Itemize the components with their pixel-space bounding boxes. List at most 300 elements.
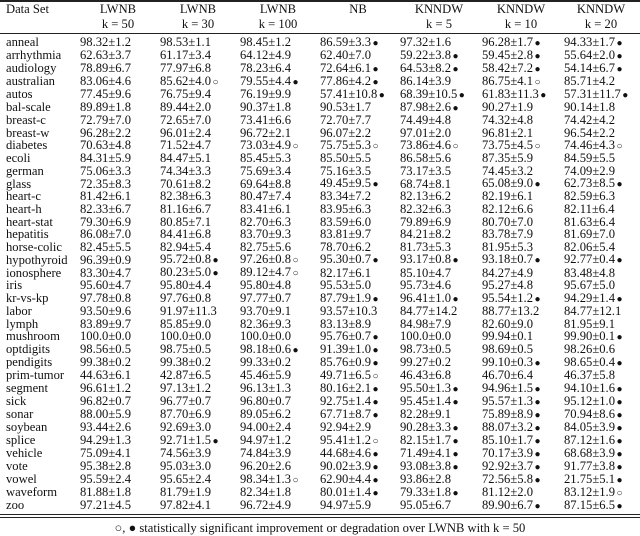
accuracy-value: 71.49±4.1 [400,446,451,461]
dataset-name: arrhythmia [6,48,62,63]
improvement-marker-icon: ○ [292,268,299,280]
header-row [0,2,640,17]
accuracy-value: 73.86±4.6 [400,138,451,153]
improvement-marker-icon: ○ [292,475,299,487]
accuracy-value: 74.09±2.9 [564,163,615,178]
accuracy-value: 89.12±4.7 [240,265,291,280]
dataset-name: heart-c [6,189,41,204]
dataset-name: vowel [6,472,37,487]
accuracy-value: 74.42±4.2 [564,113,615,127]
accuracy-cell [158,499,238,512]
accuracy-value: 83.95±6.3 [320,201,371,216]
accuracy-value: 83.41±6.1 [240,201,291,216]
accuracy-value: 78.70±6.2 [320,239,371,254]
degradation-marker-icon: ● [452,449,459,461]
accuracy-cell [158,279,238,292]
accuracy-value: 79.55±4.4 [240,74,291,88]
accuracy-cell [78,88,158,101]
dataset-name: australian [6,74,55,89]
accuracy-value: 96.28±1.7 [482,35,533,49]
degradation-marker-icon: ● [616,358,623,370]
accuracy-value: 75.16±3.5 [320,163,371,178]
dataset-name: autos [6,87,33,102]
degradation-marker-icon: ● [452,103,459,114]
accuracy-value: 82.12±6.6 [482,201,533,216]
accuracy-value: 91.39±1.0 [320,342,371,357]
accuracy-value: 84.05±3.9 [564,420,615,435]
accuracy-value: 93.57±10.3 [320,303,378,318]
accuracy-value: 93.50±9.6 [80,303,131,318]
accuracy-value: 92.69±3.0 [160,420,211,435]
dataset-name: breast-c [6,113,46,127]
accuracy-value: 62.40±7.0 [320,48,371,63]
accuracy-value: 82.36±9.3 [240,316,291,331]
accuracy-cell [238,165,318,178]
degradation-marker-icon: ● [616,462,623,474]
degradation-marker-icon: ● [452,436,459,448]
degradation-marker-icon: ● [372,332,379,344]
accuracy-value: 93.70±9.1 [240,303,291,318]
accuracy-value: 100.0±0.0 [400,329,451,344]
accuracy-value: 97.76±0.8 [160,291,211,306]
accuracy-cell [78,382,158,395]
accuracy-value: 100.0±0.0 [80,329,131,344]
accuracy-value: 98.32±1.2 [80,35,131,50]
accuracy-value: 74.46±4.3 [564,138,615,153]
degradation-marker-icon: ● [378,90,385,101]
accuracy-value: 81.95±5.3 [482,239,533,254]
column-header-param: k = 5 [426,17,452,31]
accuracy-value: 85.50±5.5 [320,151,371,166]
accuracy-value: 89.89±1.8 [80,100,131,115]
header-param-row [0,17,640,32]
degradation-marker-icon: ● [452,384,459,396]
degradation-marker-icon: ● [452,423,459,435]
dataset-name: diabetes [6,138,48,153]
accuracy-value: 70.94±8.6 [564,407,615,422]
accuracy-cell [398,343,480,356]
accuracy-value: 72.64±6.1 [320,61,371,75]
accuracy-value: 98.73±0.5 [400,342,451,357]
accuracy-value: 83.12±1.9 [564,485,615,500]
degradation-marker-icon: ● [452,462,459,474]
dataset-name: horse-colic [6,239,62,254]
accuracy-value: 44.68±4.6 [320,446,371,461]
accuracy-value: 100.0±0.0 [240,329,291,344]
improvement-marker-icon: ○ [534,77,541,88]
degradation-marker-icon: ● [372,64,379,75]
accuracy-cell [398,62,480,75]
degradation-marker-icon: ● [452,51,459,62]
accuracy-value: 94.97±1.2 [240,433,291,448]
accuracy-value: 75.89±8.9 [482,407,533,422]
accuracy-cell [238,356,318,369]
accuracy-cell [562,499,640,512]
accuracy-value: 68.39±10.5 [400,87,458,101]
accuracy-cell [562,253,640,266]
accuracy-value: 75.69±3.4 [240,163,291,178]
accuracy-cell [78,165,158,178]
accuracy-value: 74.32±4.8 [482,113,533,127]
accuracy-value: 45.46±5.9 [240,368,291,383]
degradation-marker-icon: ● [452,255,459,267]
accuracy-value: 73.41±6.6 [240,113,291,127]
accuracy-value: 99.10±0.3 [482,355,533,370]
accuracy-value: 93.86±2.8 [400,472,451,487]
accuracy-value: 96.07±2.2 [320,125,371,140]
accuracy-value: 97.21±4.5 [80,498,131,513]
dataset-name: hepatitis [6,227,49,242]
accuracy-value: 97.26±0.8 [240,252,291,267]
accuracy-value: 95.60±4.7 [80,278,131,293]
accuracy-value: 95.50±1.3 [400,381,451,396]
improvement-marker-icon: ○ [372,141,379,153]
dataset-name: german [6,163,44,178]
accuracy-cell [318,408,398,421]
accuracy-value: 92.71±1.5 [160,433,211,448]
accuracy-value: 95.72±0.8 [160,252,211,267]
degradation-marker-icon: ● [372,179,379,191]
dataset-name: vote [6,459,28,474]
accuracy-value: 98.65±0.4 [564,355,615,370]
degradation-marker-icon: ● [372,475,379,487]
accuracy-value: 99.27±0.2 [400,355,451,370]
accuracy-value: 95.53±5.0 [320,278,371,293]
accuracy-value: 82.06±5.4 [564,239,615,254]
accuracy-value: 87.15±6.5 [564,498,615,513]
accuracy-value: 85.10±4.7 [400,265,451,280]
accuracy-cell [78,408,158,421]
degradation-marker-icon: ● [616,255,623,267]
accuracy-value: 97.77±0.7 [240,291,291,306]
accuracy-cell [158,382,238,395]
accuracy-value: 72.56±5.8 [482,472,533,487]
column-header-method: LWNB [259,2,297,16]
accuracy-value: 72.35±8.3 [80,176,131,191]
accuracy-cell [78,421,158,434]
accuracy-cell [78,49,158,62]
accuracy-value: 94.33±1.7 [564,35,615,49]
accuracy-cell [238,382,318,395]
accuracy-value: 92.77±0.4 [564,252,615,267]
accuracy-value: 91.77±3.8 [564,459,615,474]
accuracy-value: 95.41±1.2 [320,433,371,448]
accuracy-value: 72.70±7.7 [320,113,371,127]
accuracy-cell [562,356,640,369]
accuracy-value: 91.97±11.3 [160,303,217,318]
accuracy-value: 83.34±7.2 [320,189,371,204]
accuracy-value: 99.33±0.2 [240,355,291,370]
accuracy-cell [398,318,480,331]
accuracy-cell [398,356,480,369]
accuracy-value: 49.71±6.5 [320,368,371,383]
accuracy-cell [78,499,158,512]
degradation-marker-icon: ● [534,358,541,370]
accuracy-cell [480,356,562,369]
accuracy-value: 62.90±4.4 [320,472,371,487]
degradation-marker-icon: ● [534,410,541,422]
accuracy-cell [238,499,318,512]
results-table-body [0,36,640,512]
accuracy-value: 82.59±6.3 [564,189,615,204]
accuracy-value: 83.70±9.3 [240,227,291,242]
accuracy-cell [158,369,238,382]
accuracy-value: 98.56±0.5 [80,342,131,357]
accuracy-value: 94.97±5.9 [320,498,371,513]
accuracy-value: 84.77±12.1 [564,303,622,318]
column-header-method: NB [349,2,367,16]
dataset-name: breast-w [6,125,50,140]
column-header-param: k = 100 [258,17,298,31]
degradation-marker-icon: ● [372,345,379,357]
dataset-name: vehicle [6,446,43,461]
accuracy-value: 84.47±5.1 [160,151,211,166]
accuracy-cell [158,447,238,460]
degradation-marker-icon: ● [372,462,379,474]
accuracy-value: 96.81±2.1 [482,125,533,140]
accuracy-value: 82.33±6.7 [80,201,131,216]
accuracy-value: 81.69±7.0 [564,227,615,242]
accuracy-cell [398,330,480,343]
accuracy-cell [562,62,640,75]
accuracy-value: 90.53±1.7 [320,100,371,115]
accuracy-value: 92.94±2.9 [320,420,371,435]
degradation-marker-icon: ● [534,384,541,396]
accuracy-value: 72.65±7.0 [160,113,211,127]
column-header-method: LWNB [99,2,137,16]
accuracy-value: 95.05±6.7 [400,498,451,513]
degradation-marker-icon: ● [452,293,459,305]
accuracy-cell [238,88,318,101]
improvement-marker-icon: ○ [616,488,623,500]
accuracy-value: 85.85±9.0 [160,316,211,331]
accuracy-value: 96.13±1.3 [240,381,291,396]
accuracy-value: 82.45±5.5 [80,239,131,254]
accuracy-value: 96.39±0.9 [80,252,131,267]
accuracy-value: 96.77±0.7 [160,394,211,409]
accuracy-cell [78,356,158,369]
degradation-marker-icon: ● [534,436,541,448]
accuracy-value: 85.10±1.7 [482,433,533,448]
accuracy-cell [78,460,158,473]
degradation-marker-icon: ● [616,436,623,448]
accuracy-value: 82.34±1.8 [240,485,291,500]
accuracy-value: 82.75±5.6 [240,239,291,254]
accuracy-value: 73.75±4.5 [482,138,533,153]
accuracy-value: 83.59±6.0 [320,214,371,229]
accuracy-cell [480,473,562,486]
accuracy-value: 80.01±1.4 [320,485,371,500]
accuracy-value: 64.12±4.9 [240,48,291,63]
improvement-marker-icon: ○ [292,255,299,267]
degradation-marker-icon: ● [616,475,623,487]
accuracy-cell [480,318,562,331]
accuracy-cell [238,421,318,434]
accuracy-cell [158,486,238,499]
accuracy-value: 88.00±5.9 [80,407,131,422]
accuracy-cell [238,279,318,292]
accuracy-cell [238,75,318,88]
accuracy-value: 84.98±7.9 [400,316,451,331]
accuracy-value: 62.73±8.5 [564,176,615,191]
accuracy-cell [78,75,158,88]
degradation-marker-icon: ● [616,332,623,344]
accuracy-value: 96.61±1.2 [80,381,131,396]
accuracy-value: 46.70±6.4 [482,368,533,383]
degradation-marker-icon: ● [616,384,623,396]
dataset-name: ecoli [6,151,31,166]
improvement-marker-icon: ○ [372,371,379,383]
dataset-name: soybean [6,420,48,435]
table-row [0,486,640,499]
accuracy-cell [78,473,158,486]
degradation-marker-icon: ● [534,293,541,305]
accuracy-value: 89.90±6.7 [482,498,533,513]
accuracy-value: 74.84±3.9 [240,446,291,461]
accuracy-value: 79.33±1.8 [400,485,451,500]
column-header-method: KNNDW [496,2,546,16]
accuracy-value: 83.81±9.7 [320,227,371,242]
dataset-name: splice [6,433,36,448]
accuracy-value: 98.26±0.6 [564,342,615,357]
column-header-param: k = 20 [584,17,618,31]
degradation-marker-icon: ● [616,410,623,422]
accuracy-value: 82.11±6.4 [564,201,615,216]
accuracy-cell [78,486,158,499]
accuracy-value: 68.68±3.9 [564,446,615,461]
accuracy-value: 46.37±5.8 [564,368,615,383]
degradation-marker-icon: ● [372,397,379,409]
accuracy-value: 96.54±2.2 [564,125,615,140]
accuracy-cell [78,253,158,266]
accuracy-value: 96.82±0.7 [80,394,131,409]
accuracy-value: 70.63±4.8 [80,138,131,153]
accuracy-value: 82.32±6.3 [400,201,451,216]
accuracy-value: 94.96±1.5 [482,381,533,396]
accuracy-cell [158,434,238,447]
accuracy-cell [238,49,318,62]
accuracy-value: 79.89±6.9 [400,214,451,229]
accuracy-value: 55.64±2.0 [564,48,615,62]
accuracy-value: 80.23±5.0 [160,265,211,280]
accuracy-cell [480,499,562,512]
accuracy-value: 86.58±5.6 [400,151,451,166]
accuracy-value: 94.29±1.3 [80,433,131,448]
accuracy-value: 67.71±8.7 [320,407,371,422]
accuracy-cell [318,88,398,101]
accuracy-value: 81.63±6.4 [564,214,615,229]
degradation-marker-icon: ● [616,449,623,461]
column-header-param: k = 10 [504,17,538,31]
degradation-marker-icon: ● [458,90,465,101]
accuracy-cell [158,318,238,331]
degradation-marker-icon: ● [616,51,623,62]
accuracy-value: 95.59±2.4 [80,472,131,487]
dataset-name: mushroom [6,329,60,344]
accuracy-value: 98.18±0.6 [240,342,291,357]
accuracy-value: 65.08±9.0 [482,176,533,191]
accuracy-cell [78,36,158,49]
accuracy-value: 64.53±8.2 [400,61,451,75]
dataset-name: heart-stat [6,214,53,229]
accuracy-cell [158,36,238,49]
accuracy-cell [78,395,158,408]
accuracy-cell [318,36,398,49]
accuracy-value: 68.74±8.1 [400,176,451,191]
accuracy-value: 96.41±1.0 [400,290,451,305]
accuracy-value: 86.08±7.0 [80,227,131,242]
accuracy-value: 100.0±0.0 [160,329,211,344]
accuracy-value: 77.97±6.8 [160,61,211,76]
accuracy-value: 99.90±0.1 [564,329,615,344]
accuracy-value: 84.27±4.9 [482,265,533,280]
accuracy-value: 90.02±3.9 [320,459,371,474]
accuracy-value: 87.79±1.9 [320,290,371,305]
accuracy-value: 21.75±5.1 [564,472,615,487]
accuracy-value: 80.47±7.4 [240,189,291,204]
accuracy-value: 59.22±3.8 [400,48,451,62]
accuracy-value: 83.89±9.7 [80,316,131,331]
degradation-marker-icon: ● [616,397,623,409]
accuracy-value: 82.28±9.1 [400,407,451,422]
accuracy-cell [398,486,480,499]
accuracy-value: 95.54±1.2 [482,290,533,305]
degradation-marker-icon: ● [372,77,379,88]
accuracy-value: 82.60±9.0 [482,316,533,331]
degradation-marker-icon: ● [452,397,459,409]
degradation-marker-icon: ● [622,90,629,101]
accuracy-value: 83.48±4.8 [564,265,615,280]
accuracy-value: 71.52±4.7 [160,138,211,153]
degradation-marker-icon: ● [372,384,379,396]
accuracy-value: 96.72±2.1 [240,125,291,140]
improvement-marker-icon: ○ [452,141,459,153]
accuracy-value: 81.16±6.7 [160,201,211,216]
degradation-marker-icon: ● [452,64,459,75]
dataset-name: sonar [6,407,34,422]
column-header-param [318,17,398,32]
degradation-marker-icon: ● [534,51,541,62]
accuracy-cell [238,473,318,486]
accuracy-cell [562,88,640,101]
dataset-name: hypothyroid [6,252,68,267]
accuracy-value: 54.14±6.7 [564,61,615,75]
accuracy-value: 83.30±4.7 [80,265,131,280]
accuracy-cell [398,460,480,473]
accuracy-value: 82.13±6.2 [400,189,451,204]
accuracy-value: 93.18±0.7 [482,252,533,267]
accuracy-value: 76.75±9.4 [160,87,211,102]
accuracy-cell [158,395,238,408]
accuracy-cell [78,318,158,331]
accuracy-value: 82.19±6.1 [482,189,533,204]
accuracy-value: 89.05±6.2 [240,407,291,422]
degradation-marker-icon: ● [534,501,541,513]
accuracy-value: 94.10±1.6 [564,381,615,396]
accuracy-value: 86.14±3.9 [400,74,451,89]
accuracy-value: 81.12±2.0 [482,485,533,500]
bottom-rule-2 [0,517,640,518]
accuracy-value: 74.56±3.9 [160,446,211,461]
accuracy-value: 78.23±6.4 [240,61,291,76]
accuracy-value: 86.75±4.1 [482,74,533,88]
accuracy-value: 81.79±1.9 [160,485,211,500]
accuracy-value: 99.38±0.2 [160,355,211,370]
accuracy-value: 82.17±6.1 [320,265,371,280]
accuracy-value: 84.41±6.8 [160,227,211,242]
accuracy-value: 82.38±6.3 [160,189,211,204]
accuracy-cell [78,127,158,140]
